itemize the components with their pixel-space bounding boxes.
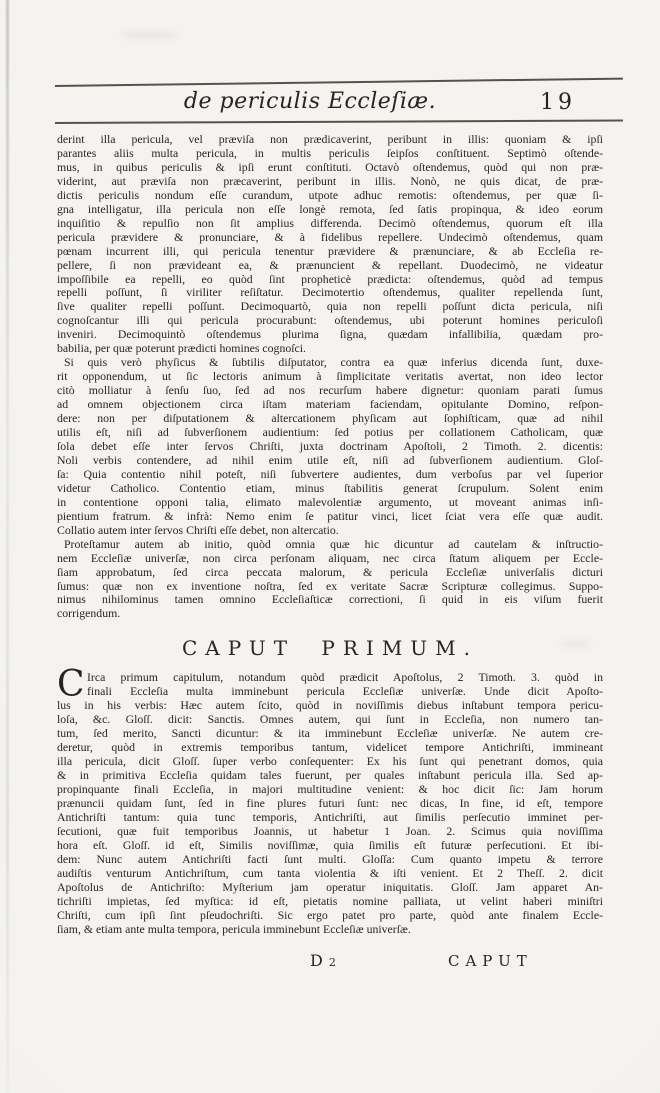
text-line: Antichriſti tantum: quia tunc temporis, Antichriſti, aut ſimilis perſecutio imminet per- [57,809,603,824]
text-line: gna intelligatur, illa pericula non eſſe longè remota, ſed ſatis propinqua, & ideo eorum [57,201,603,216]
text-line: deretur, quòd in extremis temporibus tantum, videlicet tempore Antichriſti, immineant [57,740,603,755]
text-line: derint illa pericula, vel præviſa non prædicaverint, peribunt in illis: quoniam & ipſi [57,132,603,146]
text-line: tum, ſed merito, Sancti dicuntur: & ita imminebunt Eccleſiæ univerſæ. Ne autem cre- [57,726,603,741]
signature-number: 2 [328,956,337,969]
text-block [57,133,603,936]
text-line: propinquante finali Eccleſia, in majori multitudine venient: & hoc dicit ſic: Jam horum [57,781,603,796]
text-line: pellere, ſi non prævideant ea, & prænuncient & repellant. Duodecimò, ne videatur [57,257,603,272]
text-line: repelli poſſunt, ſi viriliter reſiſtatur. Decimotertio oſtendemus, qualiter repellenda ſunt, [57,285,603,300]
text-line: Proteſtamur autem ab initio, quòd omnia quæ hic dicuntur ad cautelam & inſtructio- [64,536,603,551]
text-line: dere: non per diſputationem & altercationem phyſicam aut ſophiſticam, quæ ad nihil [57,411,603,426]
text-line: viderint, aut præviſa non præcaverint, peribunt in illis. Nonò, ne quis dicat, de præ- [57,173,603,188]
catchword: CAPUT [448,952,533,970]
body-paragraph-3 [57,538,603,622]
text-line: inveniri. Decimoquintò oſtendemus plurima ſigna, quædam infallibilia, quædam pro- [57,327,603,342]
text-line: Noli verbis contendere, ad nihil enim utile eſt, niſi ad ſubverſionem audientium. Gloſ- [57,452,603,467]
body-paragraph-1 [57,133,603,356]
text-line: pœnam incurrent illi, qui pericula tenentur prævidere & prænunciare, & ab Eccleſia re- [57,243,603,258]
text-line: pericula prævidere & pronunciare, & à fidelibus repellere. Undecimò oſtendemus, quam [57,229,603,244]
text-line: cognoſcantur illi qui pericula procurabunt: oſtendemus, ubi poterunt homines periculoſi [57,313,603,328]
body-paragraph-2 [57,356,603,537]
text-line: Apoſtolus de Antichriſto: Myſterium jam operatur iniquitatis. Gloſſ. Jam apparet An- [57,879,603,894]
text-line: impoſſibile ea repelli, eo quòd ſint propheticè prædicta: oſtendemus, quòd ad tempus [57,271,603,286]
paragraph-4-lines [57,664,603,936]
text-line: Chriſti, cum ipſi ſint pſeudochriſti. Sic ergo patet pro parte, quòd ante finalem Eccle- [57,907,603,922]
signature-mark [310,951,337,970]
text-line: hora eſt. Gloſſ. id eſt, Similis noviſſimæ, quia ſimilis eſt futuræ perſecutioni. Et ibi- [57,837,603,852]
scan-artifact-left-streak [6,0,9,1093]
body-paragraph-4 [57,664,603,936]
text-line: Collatio autem inter ſervos Chriſti eſſe debet, non altercatio. [57,522,339,537]
text-line: corrigendum. [57,606,121,621]
text-line: babilia, per quæ poterunt prædicti homines cognoſci. [57,341,306,356]
text-line: ſiam approbatum, ſed circa peccata malorum, & pericula Eccleſiæ univerſalis dicturi [57,564,603,579]
text-line: mus, in quibus periculis & ipſi erunt conſtituti. Octavò oſtendemus, quòd qui non præ- [57,159,603,174]
drop-cap-initial: C [57,664,85,706]
scan-smudge [120,30,180,40]
text-line: ad omnem objectionem circa iſtam materiam faciendam, opitulante Domino, reſpon- [57,397,603,412]
text-line: videtur Catholico. Contentio etiam, minus ſtabilitis generat ſcrupulum. Solent enim [57,480,603,495]
text-line: prænuncii quidam ſunt, ſed in fine plures futuri ſunt: nec dicas, In fine, id eſt, tempore [57,795,603,810]
text-line: parantes aliis multa pericula, in multis periculis ſeipſos conſtituent. Septimò oſtende- [57,145,603,160]
text-line: dictis periculis nondum eſſe curandum, utpote adhuc remotis: oſtendemus, per quæ ſi- [57,187,603,202]
text-line: pientium fratrum. & infrà: Nemo enim ſe patitur vinci, licet ſciat vera eſſe quæ audit. [57,508,603,523]
text-line: Si quis verò phyſicus & ſubtilis diſputator, contra ea quæ inferius dicenda ſunt, duxe- [64,355,603,370]
text-line: ſa: Quia contentio nihil poteſt, niſi ſubvertere audientes, dum verboſus par vel ſuperior [57,466,603,481]
text-line: & in primitiva Eccleſia quidam tales fuerunt, per quales inſtabunt pericula illa. Sed ap- [57,768,603,783]
text-line: lus in his verbis: Hæc autem ſcito, quòd in noviſſimis diebus inſtabunt tempora pericu- [57,698,603,713]
text-line: ſecutioni, quæ fuit temporibus Joannis, ut habetur 1 Joan. 2. Scimus quia noviſſima [57,823,603,838]
text-line: citò molliatur à ſenſu ſuo, ſed ad nos recurſum habere dignetur: quoniam parati ſumus [57,383,603,398]
text-line: illa pericula, dicit Gloſſ. ſuper verbo conſequenter: Ex his ſunt qui penetrant domos, quia [57,754,603,769]
text-line: rit opponendum, ut ſic lectoris animum à ſimplicitate veritatis avertat, non ideo lector [57,369,603,384]
page-footer [0,951,660,981]
text-line: in contentione opponi talia, elimato malevolentiæ argumento, ut moveant animas inſi- [57,494,603,509]
text-line: nem Eccleſiæ univerſæ, non circa perſonam aliquam, nec circa ſtatum aliquem per Eccle- [57,550,603,565]
text-line: audiſtis venturum Antichriſtum, cum tanta violentia & iſti venient. Et 2 Theſſ. 2. dicit [57,865,603,880]
running-title: de periculis Eccleſiæ. [183,89,437,114]
header-rule-bottom [55,120,623,124]
text-line: tichriſti impietas, ſed myſtica: id eſt, pietatis nomine palliata, ut velint haberi miniſtri [57,893,603,908]
text-line: ſola debet eſſe inter ſervos Chriſti, juxta doctrinam Apoſtoli, 2 Timoth. 2. dicentis: [57,438,603,453]
text-line: finali Eccleſia multa imminebunt pericula Eccleſiæ univerſæ. Unde dicit Apoſto- [87,684,603,699]
text-line: ſive qualiter repelli poſſunt. Decimoquartò, quia non repelli poſſunt dicta pericula, niſi [57,299,603,314]
page-number: 19 [540,90,576,115]
text-line: ſiam, & etiam ante multa tempora, pericula imminebunt Eccleſiæ univerſæ. [57,921,411,936]
text-line: loſa, &c. Gloſſ. dicit: Sanctis. Omnes autem, qui ſunt in Eccleſia, non numero tan- [57,712,603,727]
header-rule-top [55,78,623,87]
text-line: inquiſitio & repulſio non ſit amplius differenda. Decimò oſtendemus, quorum eſt illa [57,215,603,230]
signature-letter: D [310,951,324,970]
chapter-heading: CAPUT PRIMUM. [182,636,478,661]
text-line: Irca primum capitulum, notandum quòd prædicit Apoſtolus, 2 Timoth. 3. quòd in [87,670,603,685]
text-line: dem: Nunc autem Antichriſti facti ſunt multi. Gloſſa: Cum quanto impetu & terrore [57,851,603,866]
text-line: ſumus: quæ non ex inventione noſtra, ſed ex veritate Sacræ Scripturæ collegimus. Suppo- [57,578,603,593]
text-line: utilis eſt, niſi ad ſubverſionem audientium: ſed potius per collationem Catholicam, quæ [57,425,603,440]
text-line: nimus nihilominus tamen omnino Eccleſiaſticæ correctioni, ſi quid in eis viſum fuerit [57,592,603,607]
